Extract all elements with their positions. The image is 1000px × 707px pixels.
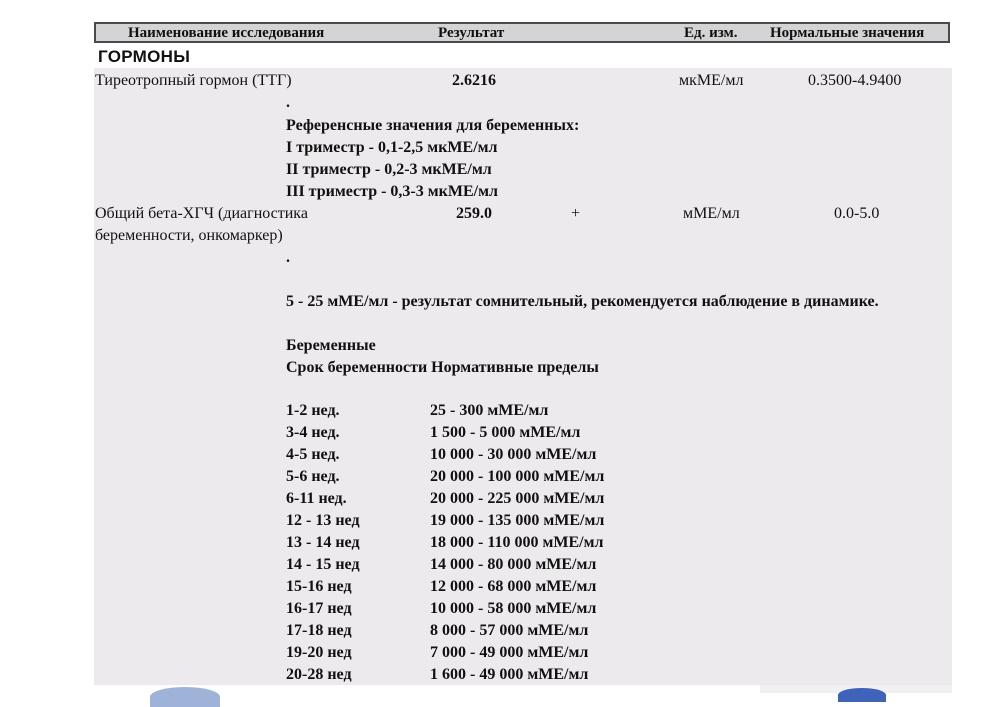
header-unit: Ед. изм. — [684, 25, 738, 41]
pregnancy-range: 7 000 - 49 000 мМЕ/мл — [430, 644, 589, 661]
tsh-note-tri2: II триместр - 0,2-3 мкМЕ/мл — [286, 161, 492, 178]
header-normal: Нормальные значения — [770, 25, 925, 41]
header-result: Результат — [438, 25, 505, 41]
tsh-note-tri3: III триместр - 0,3-3 мкМЕ/мл — [286, 183, 498, 200]
pregnancy-term: 16-17 нед — [286, 600, 352, 617]
test-name-hcg-line1: Общий бета-ХГЧ (диагностика — [95, 205, 308, 222]
pregnancy-term: 5-6 нед. — [286, 468, 340, 485]
hcg-note-doubtful: 5 - 25 мМЕ/мл - результат сомнительный, рекомендуется наблюдение в динамике. — [286, 293, 879, 310]
test-unit-tsh: мкМЕ/мл — [679, 72, 744, 89]
test-normal-hcg: 0.0-5.0 — [834, 205, 880, 222]
header-name: Наименование исследования — [128, 25, 325, 41]
pregnancy-term: 19-20 нед — [286, 644, 352, 661]
test-flag-hcg: + — [571, 205, 581, 222]
section-title: ГОРМОНЫ — [98, 47, 191, 66]
test-result-hcg: 259.0 — [456, 205, 492, 222]
test-result-tsh: 2.6216 — [452, 72, 496, 89]
test-name-hcg-line2: беременности, онкомаркер) — [95, 227, 283, 244]
pregnancy-range: 10 000 - 58 000 мМЕ/мл — [430, 600, 597, 617]
test-unit-hcg: мМЕ/мл — [683, 205, 740, 222]
pregnancy-term: 14 - 15 нед — [286, 556, 360, 573]
test-name-tsh: Тиреотропный гормон (ТТГ) — [95, 72, 292, 89]
pregnancy-range: 10 000 - 30 000 мМЕ/мл — [430, 446, 597, 463]
pregnancy-range: 18 000 - 110 000 мМЕ/мл — [430, 534, 604, 551]
pregnancy-term: 20-28 нед — [286, 666, 352, 683]
pregnancy-range: 8 000 - 57 000 мМЕ/мл — [430, 622, 589, 639]
note-dot: . — [286, 249, 290, 266]
hcg-pregnant-title: Беременные — [286, 337, 376, 354]
pregnancy-term: 12 - 13 нед — [286, 512, 360, 529]
pregnancy-term: 17-18 нед — [286, 622, 352, 639]
pregnancy-term: 13 - 14 нед — [286, 534, 360, 551]
note-dot: . — [286, 94, 290, 111]
test-normal-tsh: 0.3500-4.9400 — [808, 72, 902, 89]
pregnancy-term: 3-4 нед. — [286, 424, 340, 441]
pregnancy-range: 19 000 - 135 000 мМЕ/мл — [430, 512, 605, 529]
pregnancy-range: 20 000 - 100 000 мМЕ/мл — [430, 468, 605, 485]
pregnancy-range: 20 000 - 225 000 мМЕ/мл — [430, 490, 605, 507]
pregnancy-range: 25 - 300 мМЕ/мл — [430, 402, 549, 419]
pregnancy-term: 15-16 нед — [286, 578, 352, 595]
tsh-note-title: Референсные значения для беременных: — [286, 117, 580, 134]
hcg-pregnant-header: Срок беременности Нормативные пределы — [286, 359, 599, 376]
table-header — [94, 22, 950, 43]
stamp-logo-icon — [838, 688, 886, 702]
results-panel — [94, 68, 952, 685]
stamp-logo-icon — [150, 687, 220, 707]
pregnancy-term: 6-11 нед. — [286, 490, 347, 507]
pregnancy-range: 1 600 - 49 000 мМЕ/мл — [430, 666, 589, 683]
pregnancy-range: 1 500 - 5 000 мМЕ/мл — [430, 424, 581, 441]
pregnancy-term: 1-2 нед. — [286, 402, 340, 419]
tsh-note-tri1: I триместр - 0,1-2,5 мкМЕ/мл — [286, 139, 498, 156]
pregnancy-range: 14 000 - 80 000 мМЕ/мл — [430, 556, 597, 573]
pregnancy-range: 12 000 - 68 000 мМЕ/мл — [430, 578, 597, 595]
pregnancy-term: 4-5 нед. — [286, 446, 340, 463]
